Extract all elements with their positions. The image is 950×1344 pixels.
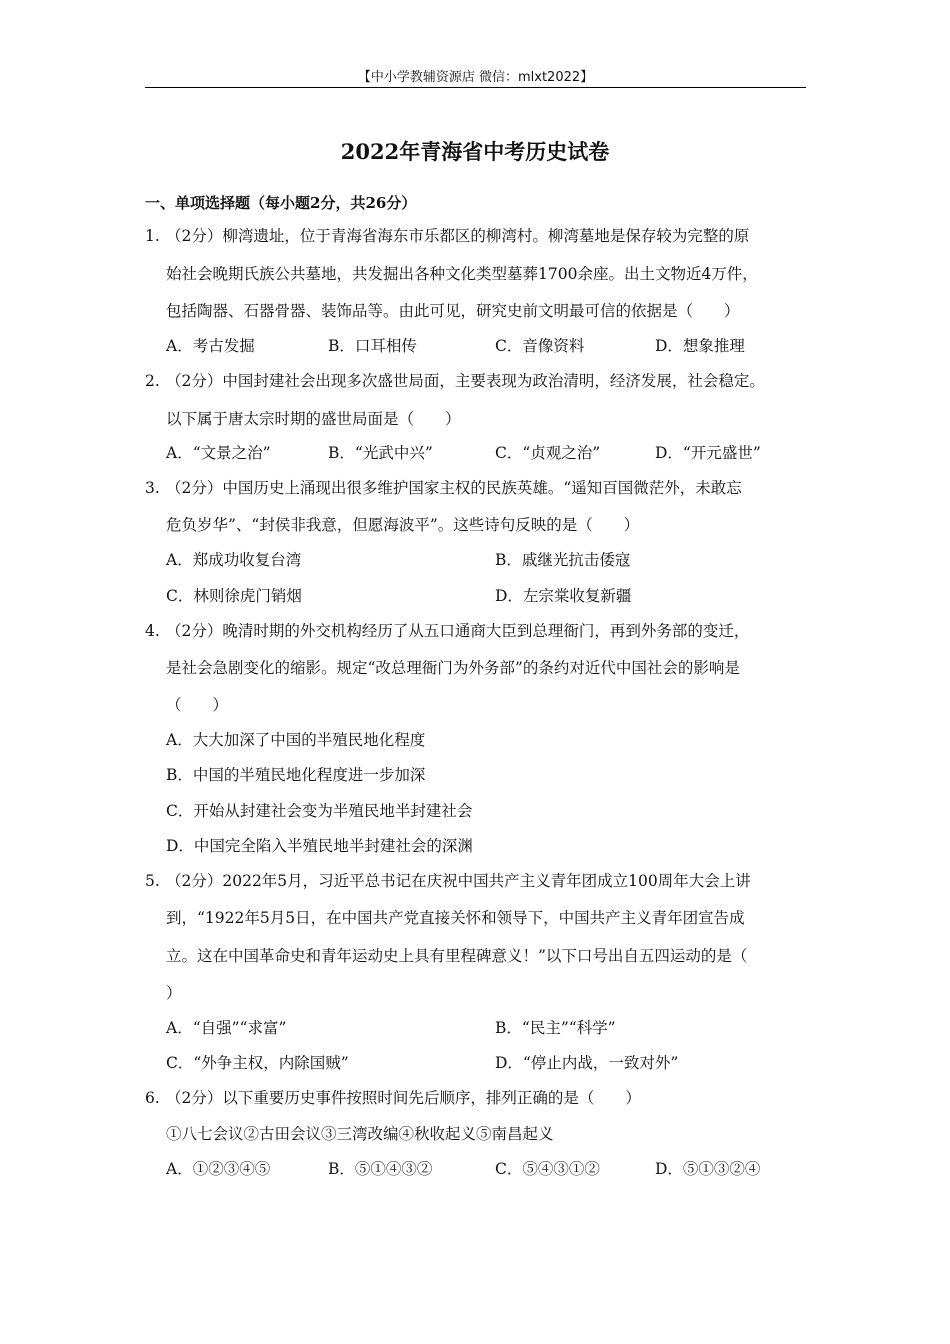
option-a: A．①②③④⑤: [166, 1160, 271, 1178]
header-rule: [145, 87, 806, 88]
option-d: D．左宗棠收复新疆: [495, 587, 632, 605]
option-c: C．“贞观之治”: [495, 444, 601, 462]
question-text: （2分）中国封建社会出现多次盛世局面，主要表现为政治清明，经济发展，社会稳定。: [166, 372, 765, 390]
option-a: A．“自强”“求富”: [166, 1019, 287, 1037]
option-d: D．中国完全陷入半殖民地半封建社会的深渊: [166, 837, 473, 855]
question-text: 到，“1922年5月5日，在中国共产党直接关怀和领导下，中国共产主义青年团宣告成: [166, 909, 745, 927]
question-text: （2分）柳湾遗址，位于青海省海东市乐都区的柳湾村。柳湾墓地是保存较为完整的原: [166, 227, 750, 245]
option-a: A．大大加深了中国的半殖民地化程度: [166, 731, 426, 749]
option-b: B．“光武中兴”: [328, 444, 433, 462]
question-number: 1.: [145, 227, 160, 245]
section-heading: 一、单项选择题（每小题2分，共26分）: [145, 194, 417, 212]
option-b: B．中国的半殖民地化程度进一步加深: [166, 766, 426, 784]
question-text: （ ）: [166, 696, 229, 714]
question-text: 始社会晚期氏族公共墓地，共发掘出各种文化类型墓葬1700余座。出土文物近4万件，: [166, 265, 758, 283]
question-text: ①八七会议②古田会议③三湾改编④秋收起义⑤南昌起义: [166, 1125, 554, 1143]
question-number: 3.: [145, 479, 160, 497]
option-b: B．⑤①④③②: [328, 1160, 433, 1178]
option-c: C．开始从封建社会变为半殖民地半封建社会: [166, 802, 473, 820]
option-c: C．林则徐虎门销烟: [166, 587, 302, 605]
option-a: A．考古发掘: [166, 337, 255, 355]
question-text: （2分）中国历史上涌现出很多维护国家主权的民族英雄。“遥知百国微茫外，未敢忘: [166, 479, 742, 497]
option-d: D．⑤①③②④: [655, 1160, 761, 1178]
option-c: C．音像资料: [495, 337, 585, 355]
page-header: 【中小学教辅资源店 微信：mlxt2022】: [357, 70, 594, 85]
question-number: 4.: [145, 622, 160, 640]
question-text: 立。这在中国革命史和青年运动史上具有里程碑意义！”以下口号出自五四运动的是（: [166, 947, 748, 965]
question-text: 以下属于唐太宗时期的盛世局面是（ ）: [166, 410, 461, 428]
option-c: C．⑤④③①②: [495, 1160, 600, 1178]
option-d: D．“停止内战，一致对外”: [495, 1054, 679, 1072]
question-number: 6.: [145, 1089, 160, 1107]
question-text: （2分）2022年5月，习近平总书记在庆祝中国共产主义青年团成立100周年大会上讲: [166, 872, 751, 890]
question-number: 5.: [145, 872, 160, 890]
option-d: D．“开元盛世”: [655, 444, 761, 462]
option-a: A．“文景之治”: [166, 444, 271, 462]
option-c: C．“外争主权，内除国贼”: [166, 1054, 349, 1072]
question-text: （2分）以下重要历史事件按照时间先后顺序，排列正确的是（ ）: [166, 1089, 641, 1107]
question-number: 2.: [145, 372, 160, 390]
question-text: ）: [166, 984, 182, 1002]
option-b: B．戚继光抗击倭寇: [495, 551, 631, 569]
option-d: D．想象推理: [655, 337, 745, 355]
question-text: （2分）晚清时期的外交机构经历了从五口通商大臣到总理衙门，再到外务部的变迁，: [166, 622, 750, 640]
question-text: 危负岁华”、“封侯非我意，但愿海波平”。这些诗句反映的是（ ）: [166, 516, 640, 534]
page-title: 2022年青海省中考历史试卷: [340, 139, 610, 164]
question-text: 包括陶器、石器骨器、装饰品等。由此可见，研究史前文明最可信的依据是（ ）: [166, 302, 740, 320]
option-b: B．“民主”“科学”: [495, 1019, 616, 1037]
option-b: B．口耳相传: [328, 337, 417, 355]
question-text: 是社会急剧变化的缩影。规定“改总理衙门为外务部”的条约对近代中国社会的影响是: [166, 659, 740, 677]
option-a: A．郑成功收复台湾: [166, 551, 302, 569]
